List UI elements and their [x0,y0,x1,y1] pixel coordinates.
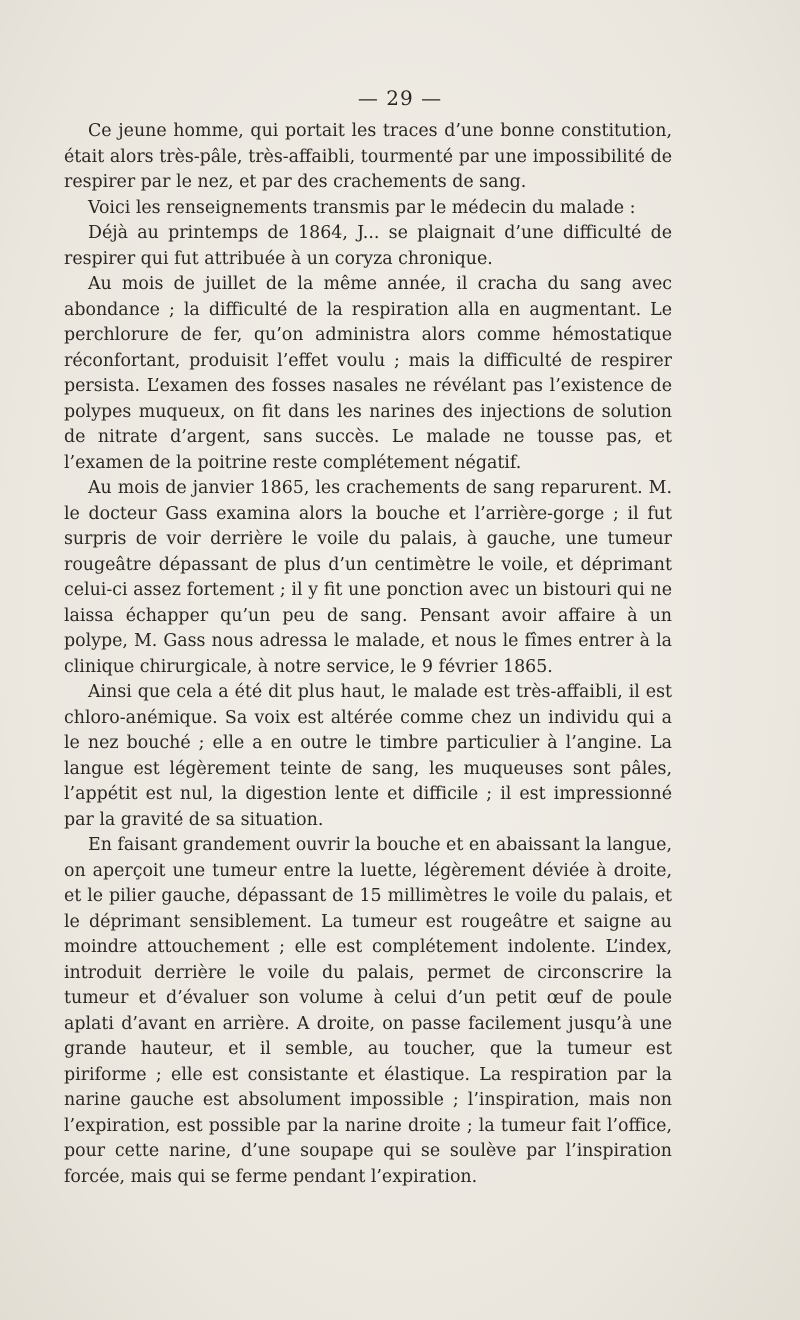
paragraph: Voici les renseignements transmis par le médecin du malade : [88,197,636,218]
paragraph: Au mois de juillet de la même année, il cracha du sang avec abondance ; la difficulté de la respiration alla en augmentant. Le perchlorure de fer, qu’on administra alors comme hémostatique réconfortant, produisit l’effet voulu ; mais la difficulté de respirer persista. L’examen des fosses nasales ne révélant pas l’existence de polypes muqueux, on fit dans les narines des injections de solution de nitrate d’argent, sans succès. Le malade ne tousse pas, et l’examen de la poitrine reste complétement négatif. [64,274,672,473]
paragraph: Ainsi que cela a été dit plus haut, le malade est très-affaibli, il est chloro-anémique. Sa voix est altérée comme chez un individu qui a le nez bouché ; elle a en outre le timbre particulier à l’angine. La langue est légèrement teinte de sang, les muqueuses sont pâles, l’appétit est nul, la digestion lente et difficile ; il est impressionné par la gravité de sa situation. [64,682,672,830]
paragraph: Au mois de janvier 1865, les crachements de sang reparurent. M. le docteur Gass examina alors la bouche et l’arrière-gorge ; il fut surpris de voir derrière le voile du palais, à gauche, une tumeur rougeâtre dépassant de plus d’un centimètre le voile, et déprimant celui-ci assez fortement ; il y fit une ponction avec un bistouri qui ne laissa échapper qu’un peu de sang. Pensant avoir affaire à un polype, M. Gass nous adressa le malade, et nous le fîmes entrer à la clinique chirurgicale, à notre service, le 9 février 1865. [64,478,672,677]
page-number: — 29 — [357,86,443,110]
paragraph: En faisant grandement ouvrir la bouche et en abaissant la langue, on aperçoit une tumeur entre la luette, légèrement déviée à droite, et le pilier gauche, dépassant de 15 millimètres le voile du palais, et le déprimant sensiblement. La tumeur est rougeâtre et saigne au moindre attouchement ; elle est complétement indolente. L’index, introduit derrière le voile du palais, permet de circonscrire la tumeur et d’évaluer son volume à celui d’un petit œuf de poule aplati d’avant en arrière. A droite, on passe facilement jusqu’à une grande hauteur, et il semble, au toucher, que la tumeur est piriforme ; elle est consistante et élastique. La respiration par la narine gauche est absolument impossible ; l’inspiration, mais non l’expiration, est possible par la narine droite ; la tumeur fait l’office, pour cette narine, d’une soupape qui se soulève par l’inspiration forcée, mais qui se ferme pendant l’expiration. [64,835,672,1187]
body-text [64,119,672,1190]
paragraph: Ce jeune homme, qui portait les traces d’une bonne constitution, était alors très-pâle, très-affaibli, tourmenté par une impossibilité de respirer par le nez, et par des crachements de sang. [64,121,672,192]
paragraph: Déjà au printemps de 1864, J... se plaignait d’une difficulté de respirer qui fut attribuée à un coryza chronique. [64,223,672,269]
